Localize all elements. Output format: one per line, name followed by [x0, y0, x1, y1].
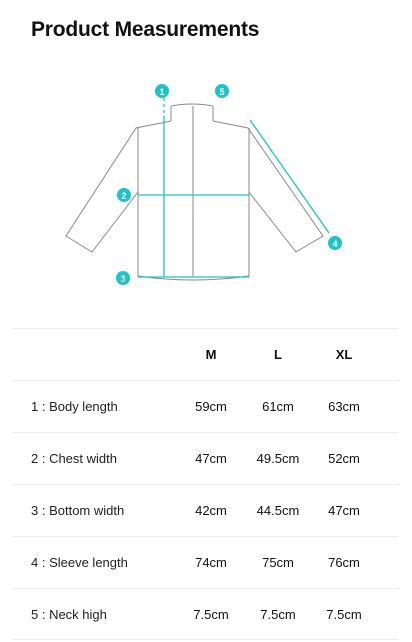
table-row [12, 484, 398, 536]
row-label: 1 : Body length [31, 399, 118, 414]
marker-3-label: 3 [120, 274, 126, 284]
value-m: 59cm [195, 399, 227, 414]
marker-2-label: 2 [121, 191, 127, 201]
value-l: 44.5cm [256, 503, 300, 518]
value-xl: 52cm [328, 451, 360, 466]
table-row [12, 588, 398, 640]
value-m: 47cm [195, 451, 227, 466]
row-label: 4 : Sleeve length [31, 555, 128, 570]
marker-1-label: 1 [159, 87, 165, 97]
value-m: 7.5cm [193, 606, 229, 622]
value-xl: 47cm [328, 503, 360, 518]
marker-5-label: 5 [219, 87, 225, 97]
value-m: 42cm [195, 503, 227, 518]
value-xl: 63cm [328, 399, 360, 414]
row-label: 5 : Neck high [31, 606, 107, 622]
header-size-l: L [274, 347, 282, 362]
value-xl: 76cm [328, 555, 360, 570]
header-size-m: M [205, 347, 217, 362]
table-header-row [12, 328, 398, 380]
measurement-markers [116, 84, 342, 285]
table-row [12, 380, 398, 432]
row-label: 3 : Bottom width [31, 503, 125, 518]
header-size-xl: XL [335, 347, 353, 362]
value-l: 7.5cm [260, 606, 296, 622]
marker-4-label: 4 [332, 239, 338, 249]
row-label: 2 : Chest width [31, 451, 117, 466]
measurement-table [12, 328, 398, 640]
value-l: 61cm [262, 399, 294, 414]
value-l: 75cm [262, 555, 294, 570]
value-m: 74cm [195, 555, 227, 570]
table-row [12, 432, 398, 484]
value-l: 49.5cm [256, 451, 300, 466]
value-xl: 7.5cm [326, 606, 362, 622]
table-row [12, 536, 398, 588]
page-title: Product Measurements [31, 18, 260, 41]
jacket-diagram [0, 70, 412, 300]
